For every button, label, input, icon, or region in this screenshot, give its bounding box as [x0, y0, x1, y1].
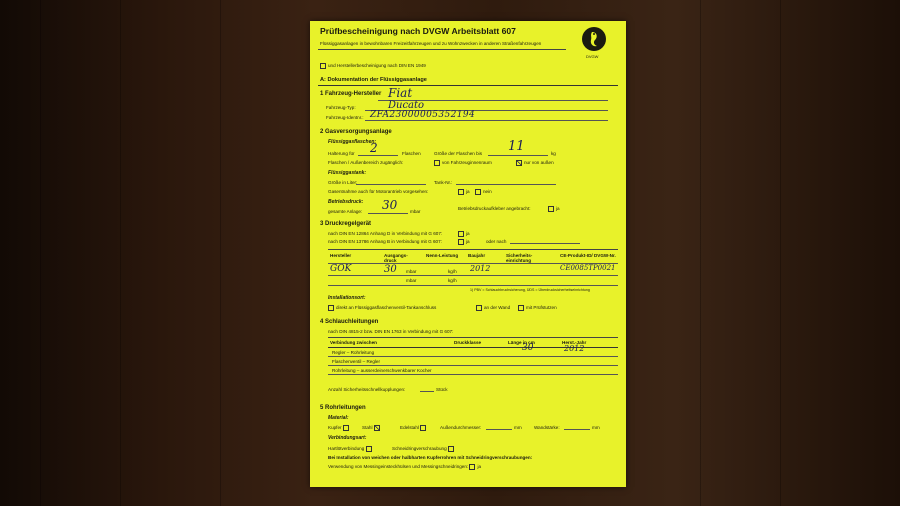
ident-label: Fahrzeug-Identnr.:: [326, 115, 364, 120]
installationsort-heading: Installationsort:: [328, 295, 366, 301]
mbar-label: mbar: [410, 209, 421, 214]
ja-label: ja: [477, 464, 482, 470]
logo-label: DVGW: [586, 54, 599, 59]
table-line: [328, 374, 618, 375]
nenn-kgh-label-2: kg/h: [448, 278, 457, 283]
ausgang-mbar-label: mbar: [406, 269, 417, 274]
regler-baujahr-value: 2012: [470, 264, 491, 273]
stahl-checkbox[interactable]: [374, 425, 380, 431]
mm-label: mm: [514, 425, 522, 430]
pruefstutzen-checkbox[interactable]: [518, 305, 524, 311]
certificate-document: [310, 21, 626, 487]
s4-din-label: nach DIN 4815-2 bzw. DIN EN 1763 in Verbindung mit G 607:: [328, 329, 454, 334]
ja-label: ja: [466, 239, 470, 245]
bei-installation-label: Bei Installation von weichen oder halbharten Kupferrohren mit Schneidringverschraubungen:: [328, 455, 533, 460]
hartloet-option[interactable]: [328, 446, 374, 452]
schneid-checkbox[interactable]: [448, 446, 454, 452]
din1-ja-checkbox[interactable]: [458, 231, 464, 237]
regulator-table: [328, 249, 618, 288]
wand-line: [564, 429, 590, 430]
hose-laenge-value: 30: [522, 343, 534, 353]
section-2-heading: 2 Gasversorgungsanlage: [320, 129, 392, 135]
section-3-heading: 3 Druckregelgerät: [320, 221, 372, 227]
liter-line: [356, 184, 426, 185]
col-sicherheit: Sicherheits-einrichtung: [506, 253, 533, 264]
gasentnahme-ja[interactable]: [458, 189, 470, 195]
pruefstutzen-option[interactable]: [518, 305, 557, 311]
kupfer-checkbox[interactable]: [343, 425, 349, 431]
verwendung-checkbox[interactable]: [469, 464, 475, 470]
tank-heading: Flüssiggastank:: [328, 170, 367, 176]
aussen-line: [486, 429, 512, 430]
section-5-heading: 5 Rohrleitungen: [320, 405, 366, 411]
kupfer-label: Kupfer: [328, 425, 342, 431]
hersteller-checkbox-row[interactable]: [320, 63, 426, 69]
title-divider: [318, 49, 566, 50]
table-line: [328, 275, 618, 276]
stueck-label: Stück: [436, 387, 448, 392]
verbindung-heading: Verbindungsart:: [328, 435, 367, 441]
innen-label: von Fahrzeuginnenraum: [442, 160, 492, 166]
groesse-line: [488, 155, 548, 156]
gasentnahme-nein-checkbox[interactable]: [475, 189, 481, 195]
section-4-heading: 4 Schlauchleitungen: [320, 319, 379, 325]
regler-ce-value: CE0085TP0021: [560, 264, 616, 272]
aufkleber-ja-checkbox[interactable]: [548, 206, 554, 212]
stahl-label: Stahl: [362, 425, 373, 431]
hartloet-label: Hartlötverbindung: [328, 446, 365, 452]
edelstahl-checkbox[interactable]: [420, 425, 426, 431]
typ-value: Ducato: [388, 100, 425, 111]
hartloet-checkbox[interactable]: [366, 446, 372, 452]
hersteller-checkbox-label: und Herstellerbescheinigung nach DIN EN 1949: [328, 63, 426, 69]
nenn-kgh-label: kg/h: [448, 269, 457, 274]
nur-aussen-option[interactable]: [516, 160, 554, 166]
hersteller-checkbox[interactable]: [320, 63, 326, 69]
regler-hersteller-value: GOK: [330, 264, 352, 274]
section-1-heading: 1 Fahrzeug-Hersteller: [320, 91, 382, 97]
stahl-option[interactable]: [362, 425, 382, 431]
oder-label: oder nach: [486, 239, 507, 244]
divider: [318, 85, 618, 86]
din2-ja-checkbox[interactable]: [458, 239, 464, 245]
pruefstutzen-label: mit Prüfstutzen: [526, 305, 557, 311]
col-baujahr: Baujahr: [468, 253, 486, 258]
nein-label: nein: [483, 189, 492, 195]
gasentnahme-nein[interactable]: [475, 189, 492, 195]
hersteller-value: Fiat: [388, 86, 413, 100]
gasentnahme-ja-checkbox[interactable]: [458, 189, 464, 195]
din1-label: nach DIN EN 12864 Anhang D in Verbindung mit G 607:: [328, 231, 443, 236]
wand-checkbox[interactable]: [476, 305, 482, 311]
col-ausgang: Ausgangs-druck: [384, 253, 408, 264]
hose-table: [328, 337, 618, 373]
schneid-label: Schneidringverschraubung: [392, 446, 447, 452]
anzahl-label: Anzahl Sicherheitsschnellkupplungen:: [328, 387, 406, 392]
ausser-label: Flaschen / Außenbereich zugänglich:: [328, 160, 404, 165]
ja-label: ja: [556, 206, 560, 212]
ident-line: [365, 120, 608, 121]
wand-label: Wandstärke:: [534, 425, 560, 430]
nur-aussen-checkbox[interactable]: [516, 160, 522, 166]
ja-label: ja: [466, 189, 470, 195]
din2-label: nach DIN EN 13786 Anhang B in Verbindung mit G 607:: [328, 239, 442, 244]
flaschen-heading: Flüssiggasflaschen:: [328, 139, 377, 145]
ja-label: ja: [466, 231, 470, 237]
betrieb-line: [368, 213, 408, 214]
tank-nr-line: [456, 184, 556, 185]
verwendung-label: Verwendung von Messingeinsteckhülsen und Messingschneidringen:: [328, 464, 469, 470]
schneid-option[interactable]: [392, 446, 456, 452]
ausgang-mbar-label-2: mbar: [406, 278, 417, 283]
groesse-liter-label: Größe in Liter:: [328, 180, 358, 185]
table-line: [328, 263, 618, 264]
kg-label: kg: [551, 151, 556, 156]
col-hersteller: Hersteller: [330, 253, 352, 258]
section-a-heading: A: Dokumentation der Flüssiggasanlage: [320, 77, 427, 83]
hose-row-3: Rohrleitung – ausserdeinerschwenkbarer Kocher: [332, 368, 432, 373]
hose-jahr-value: 2012: [564, 344, 585, 353]
table-line: [328, 365, 618, 366]
regler-ausgang-value: 30: [384, 264, 397, 275]
din1-ja[interactable]: [458, 231, 470, 237]
ident-value: ZFA23000005352194: [370, 110, 476, 120]
direkt-option[interactable]: [328, 305, 436, 311]
col-nenn: Nenn-Leistung: [426, 253, 459, 258]
col-laenge: Länge in cm: [508, 340, 535, 345]
kupfer-option[interactable]: [328, 425, 351, 431]
mm-label-2: mm: [592, 425, 600, 430]
din2-ja[interactable]: [458, 239, 470, 245]
groesse-value: 11: [508, 139, 525, 154]
col-druckklasse: Druckklasse: [454, 340, 482, 345]
halterung-label: Halterung für: [328, 151, 355, 156]
typ-label: Fahrzeug-Typ:: [326, 105, 356, 110]
direkt-checkbox[interactable]: [328, 305, 334, 311]
halterung-line: [358, 155, 398, 156]
innen-checkbox[interactable]: [434, 160, 440, 166]
oder-line: [510, 243, 580, 244]
flaschen-label: Flaschen: [402, 151, 421, 156]
anzahl-line: [420, 391, 434, 392]
table-line: [328, 285, 618, 286]
betrieb-value: 30: [382, 198, 398, 212]
edelstahl-label: Edelstahl: [400, 425, 419, 431]
gasentnahme-label: Gasentnahme auch für Motorantrieb vorgesehen:: [328, 189, 429, 194]
aussen-label: Außendurchmesser:: [440, 425, 482, 430]
halterung-value: 2: [370, 141, 378, 155]
dvgw-logo-icon: [582, 27, 606, 51]
edelstahl-option[interactable]: [400, 425, 428, 431]
innen-option[interactable]: [434, 160, 492, 166]
document-subtitle: Flüssiggasanlagen in bewohnbaren Freizeitfahrzeugen und zu Wohnzwecken in anderen Straßenfahrzeugen: [320, 41, 542, 46]
col-ce: CE-Produkt-ID/ DVGW-Nr.: [560, 253, 616, 258]
col-verbindung: Verbindung zwischen: [330, 340, 377, 345]
wand-label: an der Wand: [484, 305, 511, 311]
wand-option[interactable]: [476, 305, 510, 311]
document-title: Prüfbescheinigung nach DVGW Arbeitsblatt 607: [320, 26, 516, 36]
nur-aussen-label: nur von außen: [524, 160, 554, 166]
tank-nr-label: Tank-Nr.:: [434, 180, 453, 185]
groesse-label: Größe der Flaschen bis: [434, 151, 482, 156]
gesamte-label: gesamte Anlage:: [328, 209, 363, 214]
aufkleber-ja[interactable]: [548, 206, 560, 212]
hose-row-1: Regler – Rohrleitung: [332, 350, 375, 355]
betriebsdruck-aufkleber-label: Betriebsdruckaufkleber angebracht:: [458, 206, 531, 211]
col-jahr: Herst.-Jahr: [562, 340, 587, 345]
table-line: [328, 356, 618, 357]
verwendung-option[interactable]: [328, 464, 481, 470]
direkt-label: direkt an Flüssiggasflaschenventil-Tankanschluss: [336, 305, 437, 311]
regler-footnote: 1) PBV = Schlauchbruchsicherung, ÜDS = Überdrucksicherheitseinrichtung: [470, 288, 590, 292]
betrieb-heading: Betriebsdruck:: [328, 199, 364, 205]
hose-row-2: Flaschenventil – Regler: [332, 359, 381, 364]
material-heading: Material:: [328, 415, 349, 421]
